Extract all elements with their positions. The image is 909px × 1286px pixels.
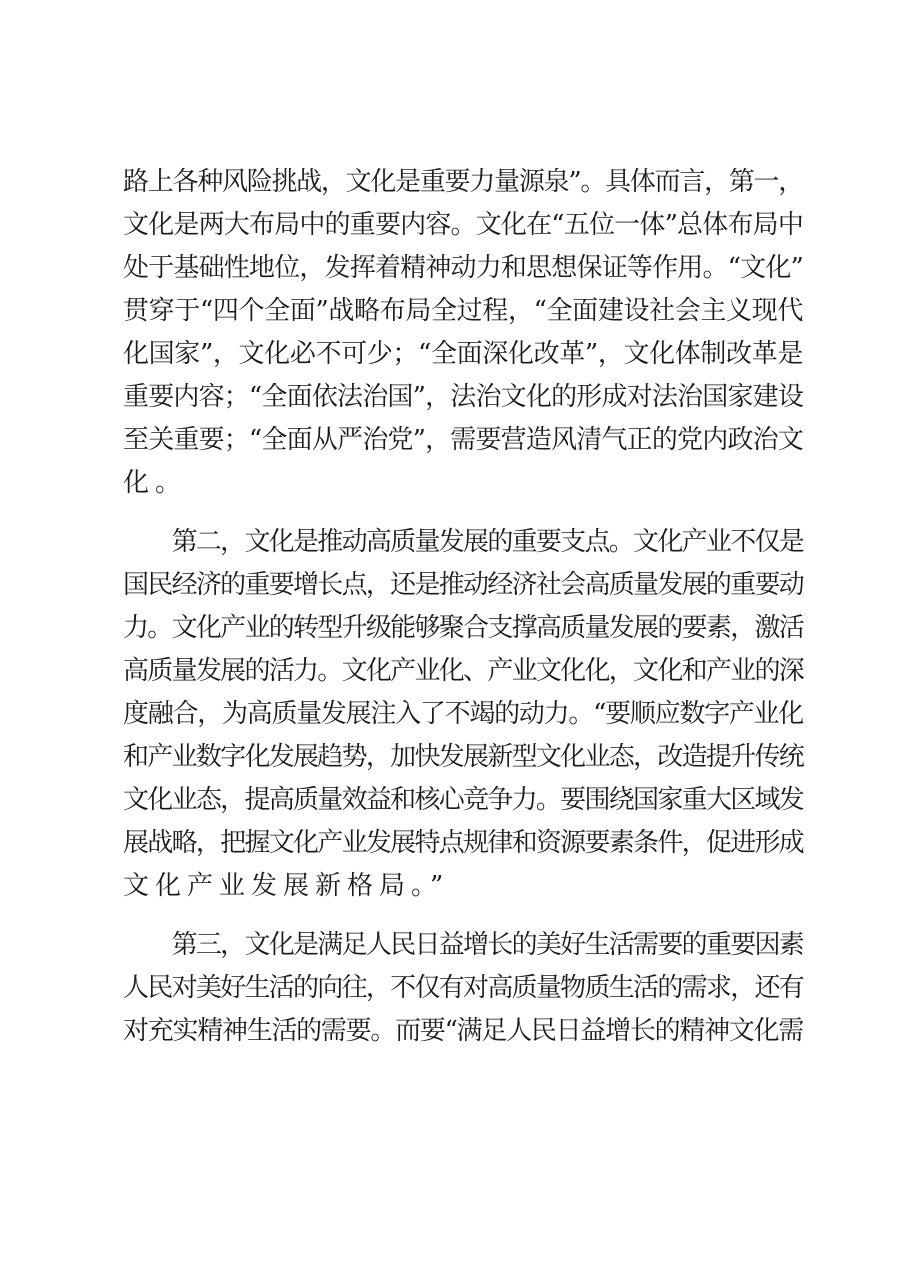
text-line: 展战略，把握文化产业发展特点规律和资源要素条件，促进形成 [123,828,803,858]
text-line: 和产业数字化发展趋势，加快发展新型文化业态，改造提升传统 [123,742,803,772]
text-line: 国民经济的重要增长点，还是推动经济社会高质量发展的重要动 [123,570,803,600]
text-line: 化。 [123,468,188,498]
text-line: 文化业态，提高质量效益和核心竞争力。要围绕国家重大区域发 [123,785,803,815]
text-line: 重要内容；“全面依法治国”，法治文化的形成对法治国家建设 [123,382,803,412]
text-line: 力。文化产业的转型升级能够聚合支撑高质量发展的要素，激活 [123,613,803,643]
text-line: 化国家”，文化必不可少；“全面深化改革”，文化体制改革是 [123,339,803,369]
text-line: 人民对美好生活的向往，不仅有对高质量物质生活的需求，还有 [123,973,803,1003]
text-line: 贯穿于“四个全面”战略布局全过程，“全面建设社会主义现代 [123,296,803,326]
text-line: 高质量发展的活力。文化产业化、产业文化化，文化和产业的深 [123,656,803,686]
text-line: 文化产业发展新格局。” [123,871,450,901]
text-line: 处于基础性地位，发挥着精神动力和思想保证等作用。“文化” [123,253,803,283]
text-line: 至关重要；“全面从严治党”，需要营造风清气正的党内政治文 [123,425,803,455]
text-line: 对充实精神生活的需要。而要“满足人民日益增长的精神文化需 [123,1016,803,1046]
text-line: 第三，文化是满足人民日益增长的美好生活需要的重要因素 [123,930,803,960]
text-line: 度融合，为高质量发展注入了不竭的动力。“要顺应数字产业化 [123,699,803,729]
text-line: 第二，文化是推动高质量发展的重要支点。文化产业不仅是 [123,527,803,557]
text-line: 路上各种风险挑战，文化是重要力量源泉”。具体而言，第一， [123,167,803,197]
text-line: 文化是两大布局中的重要内容。文化在“五位一体”总体布局中 [123,210,803,240]
